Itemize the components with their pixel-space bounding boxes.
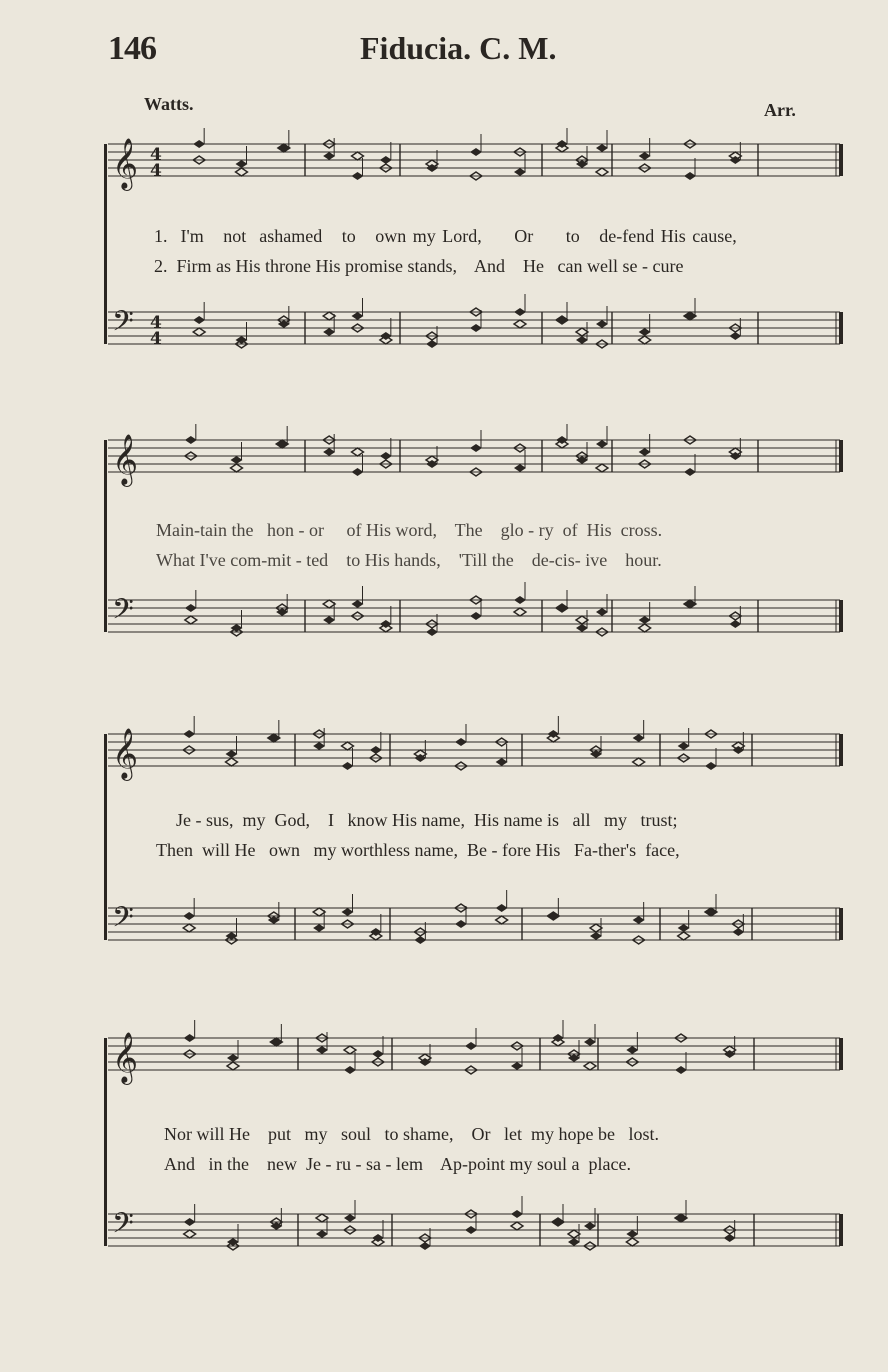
note-head: [576, 616, 588, 624]
note-head: [455, 738, 467, 746]
bass-staff: [108, 890, 843, 944]
note-head: [511, 1062, 523, 1070]
music-system-3: [0, 712, 888, 968]
note-head: [185, 604, 197, 612]
note-head: [184, 1230, 196, 1238]
poet-credit: Watts.: [144, 94, 194, 114]
note-head: [185, 616, 197, 624]
note-head: [576, 624, 588, 632]
note-head: [313, 908, 325, 916]
final-barline: [839, 908, 843, 940]
music-system-4: [0, 1014, 888, 1284]
system-bracket: [104, 734, 107, 940]
note-head: [193, 328, 205, 336]
note-head: [352, 600, 364, 608]
note-head: [184, 1218, 196, 1226]
note-head: [724, 1234, 736, 1242]
note-head: [414, 936, 426, 944]
note-head: [342, 742, 354, 750]
note-head: [584, 1222, 596, 1230]
note-head: [352, 172, 364, 180]
note-head: [514, 596, 526, 604]
note-head: [226, 758, 238, 766]
note-head: [323, 152, 335, 160]
note-head: [639, 448, 651, 456]
note-head: [576, 336, 588, 344]
note-head: [231, 464, 243, 472]
note-head: [323, 328, 335, 336]
note-head: [323, 600, 335, 608]
note-head: [590, 924, 602, 932]
treble-staff: [108, 128, 843, 191]
lyric-line-2: And in the new Je - ru - sa - lem Ap-point my soul a place.: [164, 1154, 631, 1174]
note-head: [514, 464, 526, 472]
note-head: [675, 1066, 687, 1074]
note-head: [496, 904, 508, 912]
note-head: [372, 1050, 384, 1058]
lyric-line-2: What I've com-mit - ted to His hands, 'Till the de-cis- ive hour.: [156, 550, 662, 570]
note-head: [568, 1238, 580, 1246]
lyric-line-1: Nor will He put my soul to shame, Or let my hope be lost.: [164, 1124, 660, 1144]
note-head: [193, 316, 205, 324]
note-head: [426, 628, 438, 636]
note-head: [465, 1226, 477, 1234]
treble-clef-icon: 𝄞: [112, 138, 139, 189]
treble-clef-icon: 𝄞: [112, 728, 139, 779]
note-head: [344, 1066, 356, 1074]
note-head: [590, 932, 602, 940]
note-head: [639, 152, 651, 160]
note-head: [344, 1214, 356, 1222]
note-head: [584, 1062, 596, 1070]
note-head: [675, 1214, 687, 1222]
note-head: [276, 440, 288, 448]
note-head: [496, 916, 508, 924]
bass-staff: [108, 1196, 843, 1250]
note-head: [323, 448, 335, 456]
time-signature-bottom: 4: [150, 329, 162, 349]
note-head: [183, 730, 195, 738]
note-head: [568, 1230, 580, 1238]
note-head: [596, 440, 608, 448]
note-head: [596, 320, 608, 328]
note-head: [342, 762, 354, 770]
note-head: [596, 168, 608, 176]
time-signature-top: 4: [150, 145, 162, 165]
bass-clef-icon: 𝄢: [112, 305, 134, 345]
note-head: [470, 612, 482, 620]
note-head: [470, 148, 482, 156]
note-head: [496, 758, 508, 766]
note-head: [323, 616, 335, 624]
treble-staff: [108, 1020, 843, 1085]
note-head: [514, 608, 526, 616]
note-head: [547, 912, 559, 920]
note-head: [514, 320, 526, 328]
system-bracket: [104, 1038, 107, 1246]
bass-clef-icon: 𝄢: [112, 901, 134, 941]
note-head: [323, 312, 335, 320]
note-head: [226, 750, 238, 758]
note-head: [639, 328, 651, 336]
note-head: [185, 436, 197, 444]
final-barline: [839, 440, 843, 472]
note-head: [370, 746, 382, 754]
note-head: [193, 140, 205, 148]
note-head: [227, 1054, 239, 1062]
note-head: [183, 924, 195, 932]
note-head: [455, 920, 467, 928]
note-head: [342, 908, 354, 916]
bass-staff: [108, 294, 843, 349]
final-barline: [839, 600, 843, 632]
lyric-line-1: Je - sus, my God, I know His name, His name is all my trust;: [176, 810, 678, 830]
note-head: [236, 160, 248, 168]
note-head: [465, 1042, 477, 1050]
treble-clef-icon: 𝄞: [112, 434, 139, 485]
note-head: [732, 928, 744, 936]
note-head: [552, 1218, 564, 1226]
page-title: Fiducia. C. M.: [360, 30, 557, 66]
lyric-line-1: Main-tain the hon - or of His word, The glo - ry of His cross.: [156, 520, 663, 540]
treble-staff: [108, 424, 843, 487]
note-head: [626, 1238, 638, 1246]
time-signature-bottom: 4: [150, 161, 162, 181]
note-head: [626, 1046, 638, 1054]
note-head: [316, 1046, 328, 1054]
note-head: [705, 762, 717, 770]
note-head: [684, 468, 696, 476]
note-head: [678, 932, 690, 940]
note-head: [639, 336, 651, 344]
note-head: [380, 452, 392, 460]
note-head: [183, 912, 195, 920]
final-barline: [839, 144, 843, 176]
note-head: [633, 758, 645, 766]
arranger-credit: Arr.: [764, 100, 796, 120]
note-head: [344, 1046, 356, 1054]
note-head: [236, 168, 248, 176]
bass-clef-icon: 𝄢: [112, 1207, 134, 1247]
note-head: [596, 608, 608, 616]
note-head: [316, 1230, 328, 1238]
note-head: [639, 624, 651, 632]
note-head: [729, 620, 741, 628]
note-head: [576, 328, 588, 336]
note-head: [426, 340, 438, 348]
final-barline: [839, 312, 843, 344]
staff-pair: [0, 424, 888, 664]
note-head: [313, 742, 325, 750]
final-barline: [839, 734, 843, 766]
note-head: [352, 312, 364, 320]
note-head: [684, 600, 696, 608]
note-head: [639, 616, 651, 624]
note-head: [514, 308, 526, 316]
note-head: [184, 1034, 196, 1042]
note-head: [514, 168, 526, 176]
staff-pair: [0, 1014, 888, 1284]
bass-staff: [108, 582, 843, 636]
note-head: [584, 1038, 596, 1046]
note-head: [633, 734, 645, 742]
lyric-line-1: 1. I'm not ashamed to own my Lord, Or to de-fend His cause,: [154, 226, 737, 246]
music-system-1: [0, 128, 888, 368]
note-head: [270, 1038, 282, 1046]
lyric-line-2: Then will He own my worthless name, Be - fore His Fa-ther's face,: [156, 840, 680, 860]
note-head: [633, 916, 645, 924]
music-system-2: [0, 424, 888, 664]
note-head: [684, 312, 696, 320]
note-head: [705, 908, 717, 916]
note-head: [419, 1242, 431, 1250]
note-head: [380, 156, 392, 164]
note-head: [268, 734, 280, 742]
note-head: [352, 448, 364, 456]
treble-clef-icon: 𝄞: [112, 1032, 139, 1083]
note-head: [626, 1230, 638, 1238]
note-head: [352, 152, 364, 160]
note-head: [511, 1210, 523, 1218]
note-head: [729, 332, 741, 340]
note-head: [556, 316, 568, 324]
note-head: [678, 924, 690, 932]
note-head: [596, 464, 608, 472]
final-barline: [839, 1038, 843, 1070]
bass-clef-icon: 𝄢: [112, 593, 134, 633]
note-head: [227, 1062, 239, 1070]
system-bracket: [104, 440, 107, 632]
staff-pair: [0, 128, 888, 368]
treble-staff: [108, 716, 843, 781]
note-head: [278, 144, 290, 152]
lyric-line-2: 2. Firm as His throne His promise stands, And He can well se - cure: [154, 256, 684, 276]
note-head: [470, 444, 482, 452]
note-head: [678, 742, 690, 750]
page-number: 146: [108, 30, 156, 67]
note-head: [684, 172, 696, 180]
time-signature-top: 4: [150, 313, 162, 333]
note-head: [511, 1222, 523, 1230]
note-head: [470, 324, 482, 332]
note-head: [556, 604, 568, 612]
note-head: [596, 144, 608, 152]
note-head: [313, 924, 325, 932]
system-bracket: [104, 144, 107, 344]
note-head: [316, 1214, 328, 1222]
note-head: [352, 468, 364, 476]
final-barline: [839, 1214, 843, 1246]
note-head: [231, 456, 243, 464]
